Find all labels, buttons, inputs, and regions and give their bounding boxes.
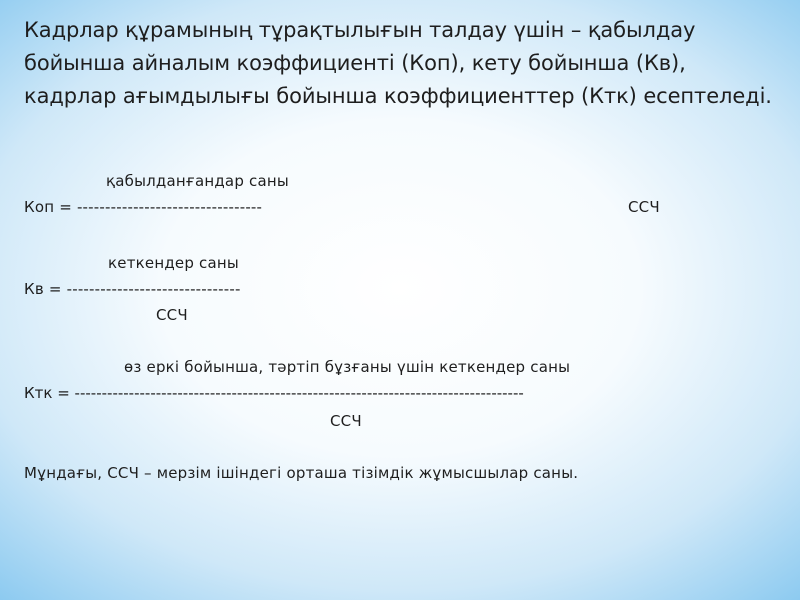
kv-denominator: ССЧ: [156, 306, 188, 324]
kop-fraction-line: Коп = ---------------------------------: [24, 198, 263, 216]
ktk-denominator: ССЧ: [330, 412, 362, 430]
ktk-numerator: өз еркі бойынша, тәртіп бұзғаны үшін кеткендер саны: [124, 358, 571, 376]
kv-numerator: кеткендер саны: [108, 254, 239, 272]
kv-fraction-line: Кв = -------------------------------: [24, 280, 241, 298]
kop-numerator: қабылданғандар саны: [106, 172, 289, 190]
kop-denominator: ССЧ: [628, 198, 660, 216]
intro-paragraph: Кадрлар құрамының тұрақтылығын талдау үшін – қабылдау бойынша айналым коэффициенті (Коп), кету бойынша (Кв), кадрлар ағымдылығы бойынша коэффициенттер (Ктк) есептеледі.: [24, 18, 772, 108]
ktk-fraction-line: Ктк = -----------------------------------------------------------------------------------: [24, 384, 524, 402]
ssch-definition-note: Мұндағы, ССЧ – мерзім ішіндегі орташа тізімдік жұмысшылар саны.: [24, 464, 579, 482]
